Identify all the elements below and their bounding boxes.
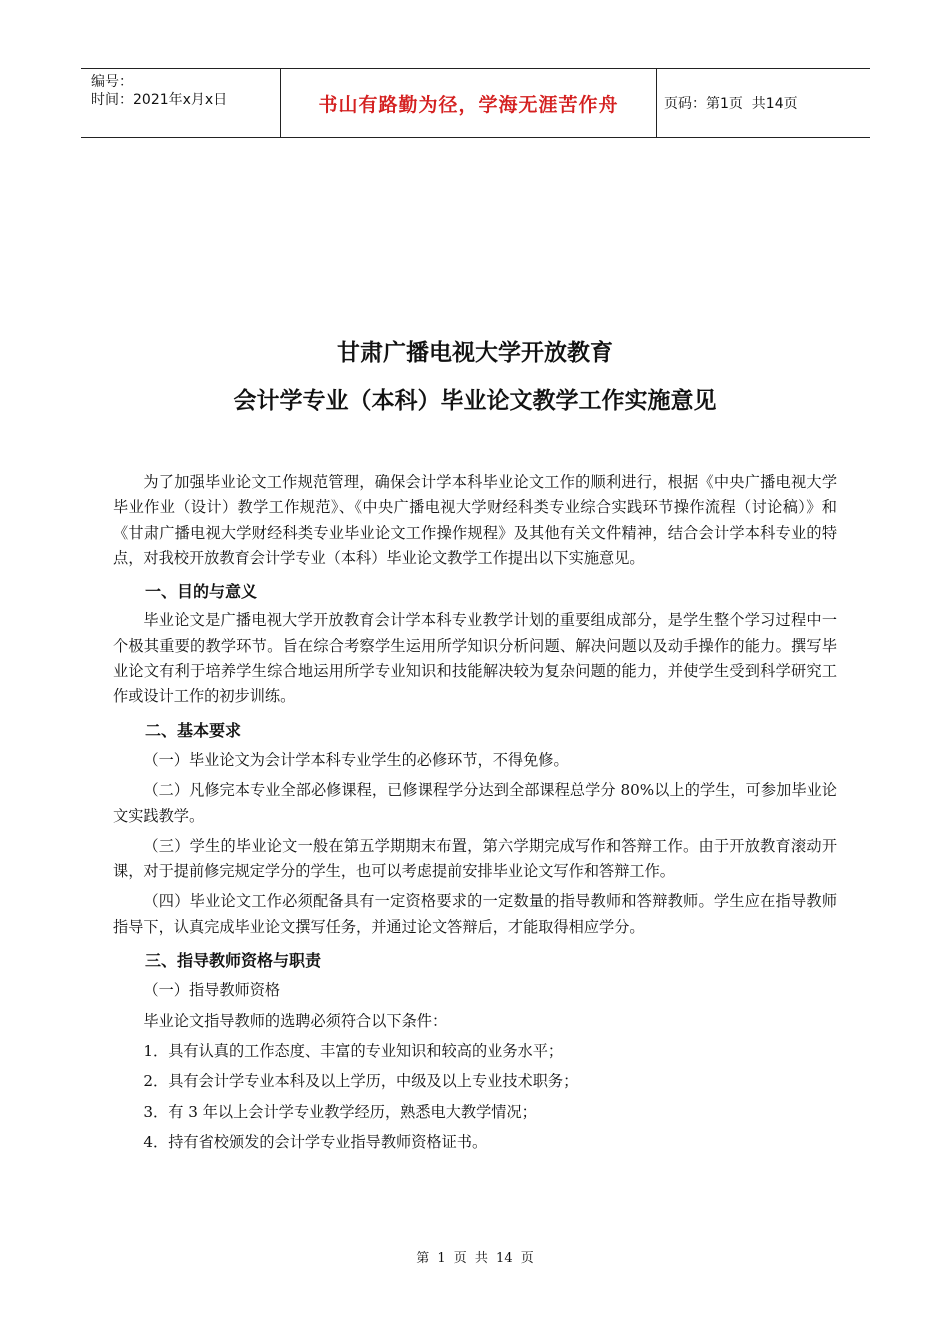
document-body (113, 470, 837, 1155)
section-3-item: 2．具有会计学专业本科及以上学历，中级及以上专业技术职务； (143, 1072, 579, 1091)
section-1-paragraph: 毕业论文是广播电视大学开放教育会计学本科专业教学计划的重要组成部分，是学生整个学习过程中一个极其重要的教学环节。旨在综合考察学生运用所学知识分析问题、解决问题以及动手操作的能力。撰写毕业论文有利于培养学生综合地运用所学专业知识和技能解决较为复杂问题的能力，并使学生受到科学研究工作或设计工作的初步训练。 (113, 611, 837, 706)
document-time-label: 时间：2021年x月x日 (91, 92, 228, 108)
section-3-item: 3．有 3 年以上会计学专业教学经历，熟悉电大教学情况； (143, 1102, 537, 1121)
document-title-line2: 会计学专业（本科）毕业论文教学工作实施意见 (233, 388, 717, 414)
section-3-heading: 三、指导教师资格与职责 (145, 951, 322, 971)
section-2-item: （三）学生的毕业论文一般在第五学期期末布置，第六学期完成写作和答辩工作。由于开放教育滚动开课，对于提前修完规定学分的学生，也可以考虑提前安排毕业论文写作和答辩工作。 (113, 836, 837, 881)
section-3-subheading: （一）指导教师资格 (143, 981, 281, 1000)
section-1-heading: 一、目的与意义 (145, 582, 258, 602)
section-3-item: 1．具有认真的工作态度、丰富的专业知识和较高的业务水平； (143, 1041, 564, 1060)
header-meta (81, 69, 281, 137)
section-2-heading: 二、基本要求 (145, 720, 242, 740)
section-2-item: （二）凡修完本专业全部必修课程，已修课程学分达到全部课程总学分 80%以上的学生，可参加毕业论文实践教学。 (113, 781, 837, 825)
header-page-info-text: 页码：第1页 共14页 (664, 96, 798, 112)
page-header (81, 68, 870, 138)
document-title-line1: 甘肃广播电视大学开放教育 (337, 340, 613, 366)
page-footer: 第 1 页 共 14 页 (416, 1251, 534, 1266)
section-3-item: 4．持有省校颁发的会计学专业指导教师资格证书。 (143, 1132, 488, 1151)
section-3-lead: 毕业论文指导教师的选聘必须符合以下条件： (143, 1011, 448, 1030)
header-motto: 书山有路勤为径，学海无涯苦作舟 (281, 69, 657, 137)
document-number-label: 编号： (91, 74, 133, 90)
header-page-info (656, 69, 870, 137)
intro-paragraph: 为了加强毕业论文工作规范管理，确保会计学本科毕业论文工作的顺利进行，根据《中央广播电视大学毕业作业（设计）教学工作规范》、《中央广播电视大学财经科类专业综合实践环节操作流程（讨论稿）》和《甘肃广播电视大学财经科类专业毕业论文工作操作规程》及其他有关文件精神，结合会计学本科专业的特点，对我校开放教育会计学专业（本科）毕业论文教学工作提出以下实施意见。 (113, 473, 837, 567)
section-2-item: （四）毕业论文工作必须配备具有一定资格要求的一定数量的指导教师和答辩教师。学生应在指导教师指导下，认真完成毕业论文撰写任务，并通过论文答辩后，才能取得相应学分。 (113, 892, 837, 936)
section-2-item: （一）毕业论文为会计学本科专业学生的必修环节，不得免修。 (143, 750, 569, 769)
